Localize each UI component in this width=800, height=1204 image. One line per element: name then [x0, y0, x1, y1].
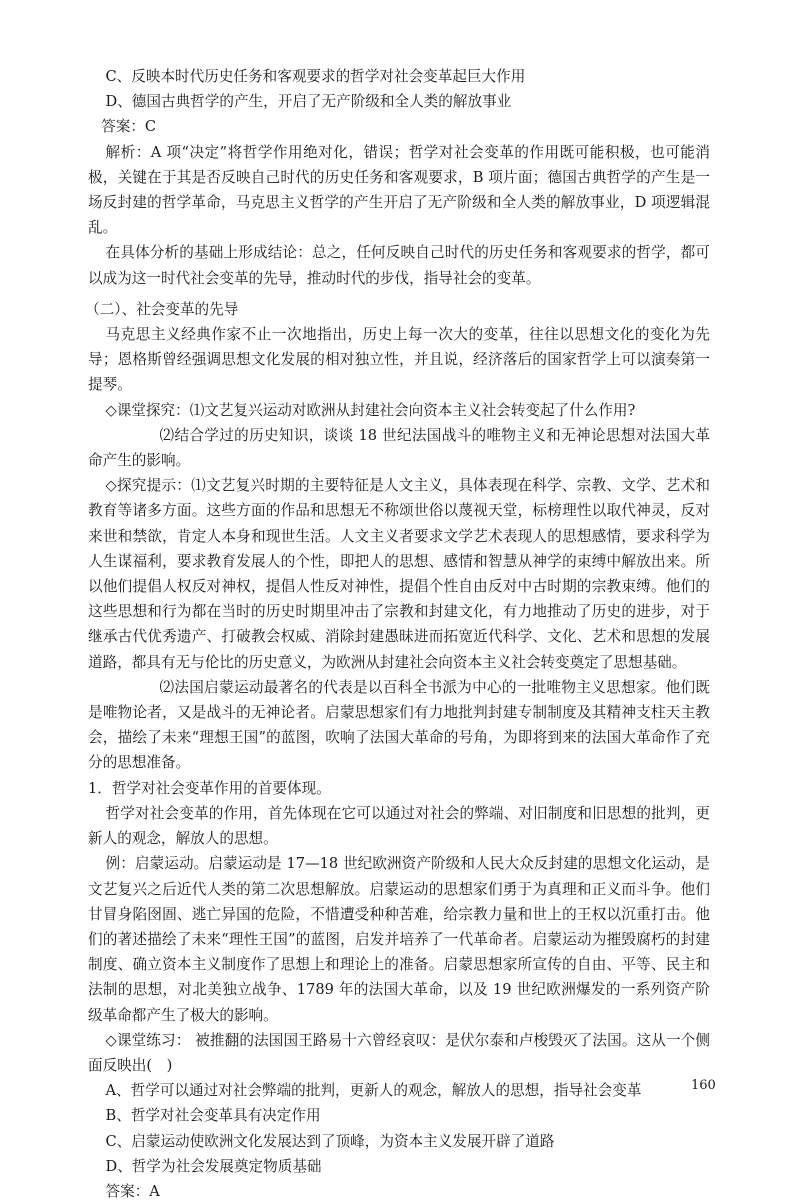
section-title: （二）、社会变革的先导: [85, 300, 239, 318]
option-c-line: C、反映本时代历史任务和客观要求的哲学对社会变革起巨大作用: [105, 68, 526, 85]
practice-option-b: B、哲学对社会变革具有决定作用: [105, 1107, 321, 1125]
page-number: 160: [691, 1078, 716, 1093]
practice-answer: 答案：A: [105, 1182, 160, 1200]
answer-line: 答案：C: [101, 118, 157, 136]
practice-option-d: D、哲学为社会发展奠定物质基础: [105, 1157, 322, 1175]
practice-question: ◇课堂练习： 被推翻的法国国王路易十六曾经哀叹：是伏尔泰和卢梭毁灭了法国。这从一个侧面反映出( ): [88, 1031, 710, 1074]
option-d-line: D、德国古典哲学的产生，开启了无产阶级和全人类的解放事业: [105, 93, 512, 111]
practice-option-a: A、哲学可以通过对社会弊端的批判，更新人的观念，解放人的思想，指导社会变革: [105, 1082, 642, 1100]
explore-question-2: ⑵结合学过的历史知识，谈谈 18 世纪法国战斗的唯物主义和无神论思想对法国大革命产生的影响。: [88, 426, 710, 470]
explore-question-1: ◇课堂探究：⑴文艺复兴运动对欧洲从封建社会向资本主义社会转变起了什么作用?: [105, 401, 636, 419]
conclusion-paragraph: 在具体分析的基础上形成结论：总之，任何反映自己时代的历史任务和客观要求的哲学，都可以成为这一时代社会变革的先导，推动时代的步伐，指导社会的变革。: [88, 244, 710, 287]
analysis-paragraph: 解析：A 项“决定”将哲学作用绝对化，错误；哲学对社会变革的作用既可能积极，也可能消极，关键在于其是否反映自己时代的历史任务和客观要求，B 项片面；德国古典哲学的产生是一场反封建的哲学革命，马克思主义哲学的产生开启了无产阶级和全人类的解放事业，D 项逻辑混乱。: [88, 143, 710, 237]
point-body: 哲学对社会变革的作用，首先体现在它可以通过对社会的弊端、对旧制度和旧思想的批判，更新人的观念，解放人的思想。: [88, 804, 710, 848]
practice-option-c: C、启蒙运动使欧洲文化发展达到了顶峰，为资本主义发展开辟了道路: [105, 1132, 555, 1150]
marx-paragraph: 马克思主义经典作家不止一次地指出，历史上每一次大的变革，往往以思想文化的变化为先导；恩格斯曾经强调思想文化发展的相对独立性，并且说，经济落后的国家哲学上可以演奏第一提琴。: [88, 326, 710, 394]
hint-paragraph-2: ⑵法国启蒙运动最著名的代表是以百科全书派为中心的一批唯物主义思想家。他们既是唯物论者，又是战斗的无神论者。启蒙思想家们有力地批判封建专制制度及其精神支柱天主教会，描绘了未来“理想王国”的蓝图，吹响了法国大革命的号角，为即将到来的法国大革命作了充分的思想准备。: [88, 678, 710, 772]
point-heading: 1．哲学对社会变革作用的首要体现。: [88, 779, 331, 797]
example-paragraph: 例：启蒙运动。启蒙运动是 17—18 世纪欧洲资产阶级和人民大众反封建的思想文化运动，是文艺复兴之后近代人类的第二次思想解放。启蒙运动的思想家们勇于为真理和正义而斗争。他们甘冒身陷囹圄、逃亡异国的危险，不惜遭受种种苦难，给宗教力量和世上的王权以沉重打击。他们的著述描绘了未来“理性王国”的蓝图，启发并培养了一代革命者。启蒙运动为摧毁腐朽的封建制度、确立资本主义制度作了思想上和理论上的准备。启蒙思想家所宣传的自由、平等、民主和法制的思想，对北美独立战争、1789 年的法国大革命，以及 19 世纪欧洲爆发的一系列资产阶级革命都产生了极大的影响。: [88, 855, 710, 1024]
hint-paragraph-1: ◇探究提示：⑴文艺复兴时期的主要特征是人文主义，具体表现在科学、宗教、文学、艺术和教育等诸多方面。这些方面的作品和思想无不称颂世俗以蔑视天堂，标榜理性以取代神灵，反对来世和禁欲，肯定人本身和现世生活。人文主义者要求文学艺术表现人的思想感情，要求科学为人生谋福利，要求教育发展人的个性，即把人的思想、感情和智慧从神学的束缚中解放出来。所以他们提倡人权反对神权，提倡人性反对神性，提倡个性自由反对中古时期的宗教束缚。他们的这些思想和行为都在当时的历史时期里冲击了宗教和封建文化，有力地推动了历史的进步，对于继承古代优秀遗产、打破教会权威、消除封建愚昧进而拓宽近代科学、文化、艺术和思想的发展道路，都具有无与伦比的历史意义，为欧洲从封建社会向资本主义社会转变奠定了思想基础。: [88, 477, 710, 671]
document-page: [85, 64, 710, 1204]
